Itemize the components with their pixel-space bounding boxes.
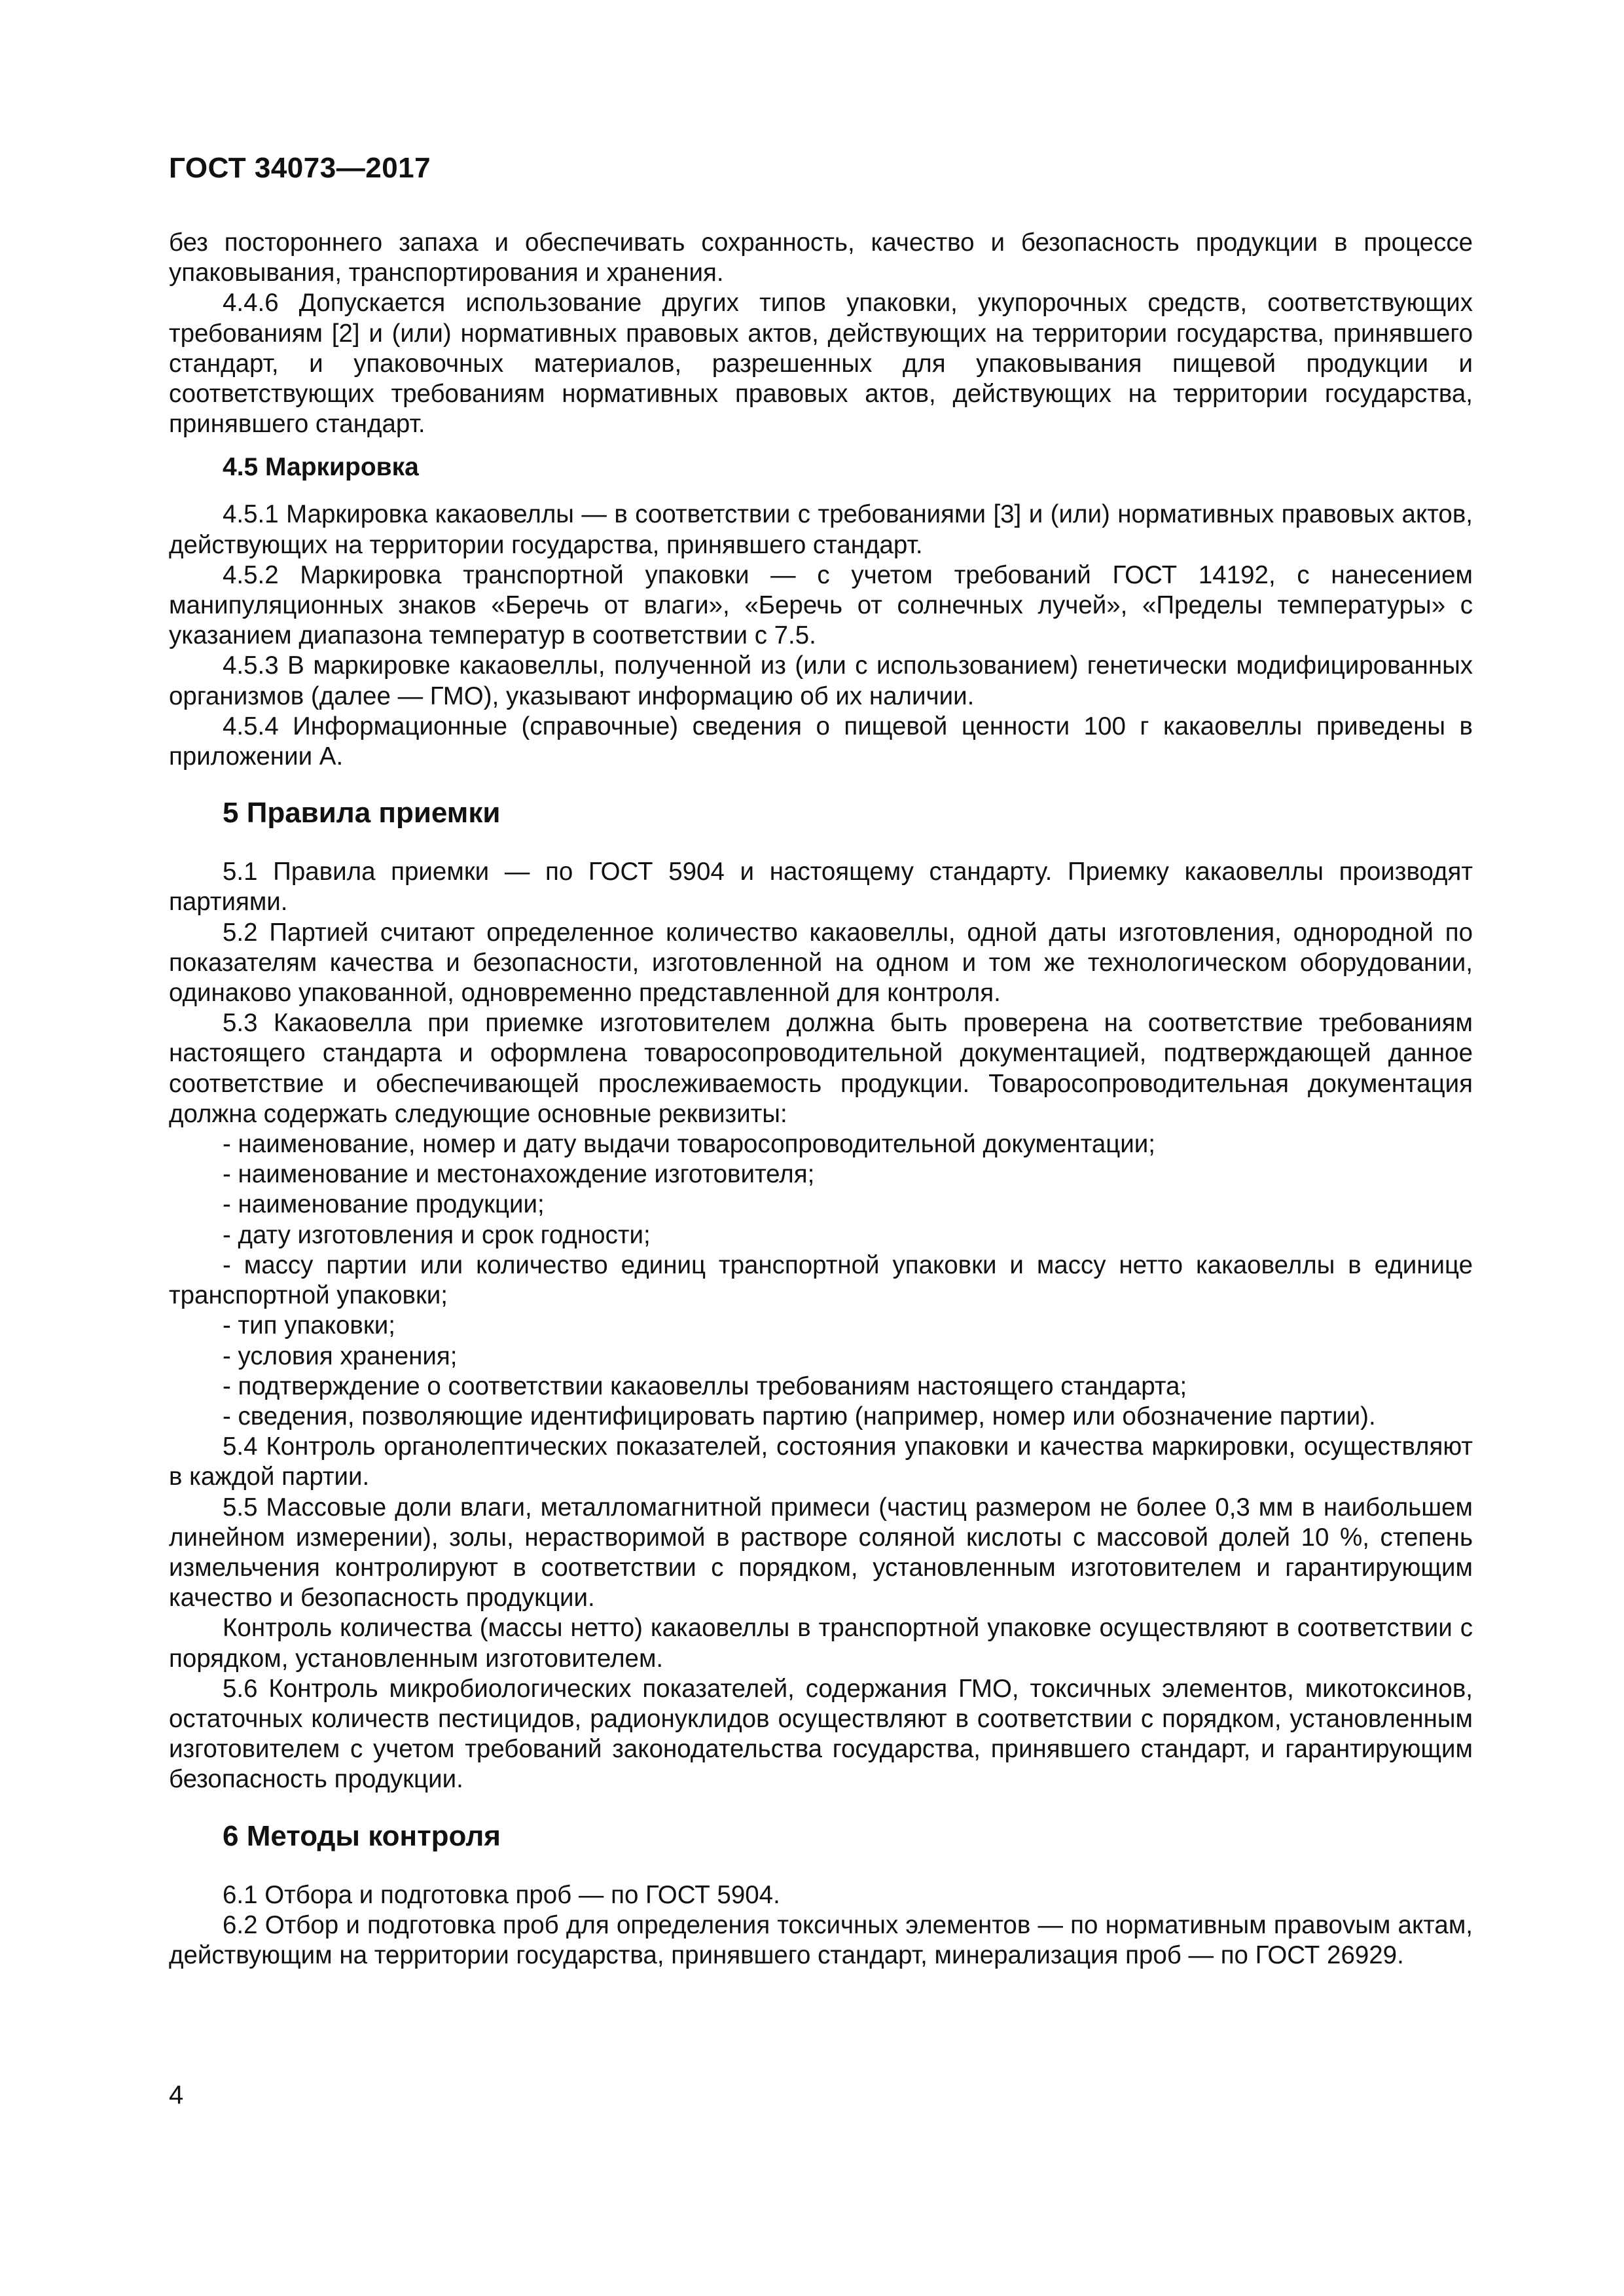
list-item: - наименование продукции; <box>223 1190 545 1219</box>
list-item: - сведения, позволяющие идентифицировать партию (например, номер или обозначение партии). <box>223 1402 1376 1430</box>
paragraph-5-5: 5.5 Массовые доли влаги, металломагнитной примеси (частиц размером не более 0,3 мм в наибольшем линейном измерении), золы, нерастворимой в растворе соляной кислоты с массовой долей 10 %, степень измельчения контролируют в соответствии с порядком, установленным изготовителем и гарантирующим качество и безопасность продукции. <box>169 1493 1473 1613</box>
document-body <box>169 228 1473 1971</box>
section-heading-5: 5 Правила приемки <box>223 797 501 829</box>
subsection-heading-4-5: 4.5 Маркировка <box>223 453 419 482</box>
list-item: - наименование, номер и дату выдачи товаросопроводительной документации; <box>223 1130 1155 1159</box>
list-item: - подтверждение о соответствии какаовеллы требованиям настоящего стандарта; <box>223 1372 1187 1400</box>
page-number: 4 <box>169 2081 184 2109</box>
paragraph-5-1: 5.1 Правила приемки — по ГОСТ 5904 и настоящему стандарту. Приемку какаовеллы производят партиями. <box>169 858 1473 917</box>
paragraph-5-5-continued: Контроль количества (массы нетто) какаовеллы в транспортной упаковке осуществляют в соответствии с порядком, установленным изготовителем. <box>169 1614 1473 1673</box>
paragraph: без постороннего запаха и обеспечивать сохранность, качество и безопасность продукции в процессе упаковывания, транспортирования и хранения. <box>169 228 1473 287</box>
paragraph-5-3: 5.3 Какаовелла при приемке изготовителем должна быть проверена на соответствие требованиям настоящего стандарта и оформлена товаросопроводительной документацией, подтверждающей данное соответствие и обеспечивающей прослеживаемость продукции. Товаросопроводительная документация должна содержать следующие основные реквизиты: <box>169 1009 1473 1128</box>
list-item: - дату изготовления и срок годности; <box>223 1220 651 1249</box>
paragraph-4-5-1: 4.5.1 Маркировка какаовеллы — в соответствии с требованиями [3] и (или) нормативных правовых актов, действующих на территории государства, принявшего стандарт. <box>169 500 1473 559</box>
paragraph-4-5-2: 4.5.2 Маркировка транспортной упаковки — с учетом требований ГОСТ 14192, с нанесением манипуляционных знаков «Беречь от влаги», «Беречь от солнечных лучей», «Пределы температуры» с указанием диапазона температур в соответствии с 7.5. <box>169 560 1473 650</box>
list-item: - массу партии или количество единиц транспортной упаковки и массу нетто какаовеллы в единице транспортной упаковки; <box>169 1250 1473 1310</box>
paragraph-4-4-6: 4.4.6 Допускается использование других типов упаковки, укупорочных средств, соответствующих требованиям [2] и (или) нормативных правовых актов, действующих на территории государства, принявшего стандарт, и упаковочных материалов, разрешенных для упаковывания пищевой продукции и соответствующих требованиям нормативных правовых актов, действующих на территории государства, принявшего стандарт. <box>169 289 1473 439</box>
paragraph-5-4: 5.4 Контроль органолептических показателей, состояния упаковки и качества маркировки, осуществляют в каждой партии. <box>169 1432 1473 1491</box>
list-item: - тип упаковки; <box>223 1311 395 1340</box>
list-item: - наименование и местонахождение изготовителя; <box>223 1160 815 1189</box>
paragraph-6-1: 6.1 Отбора и подготовка проб — по ГОСТ 5904. <box>223 1880 780 1909</box>
paragraph-5-2: 5.2 Партией считают определенное количество какаовеллы, одной даты изготовления, однородной по показателям качества и безопасности, изготовленной на одном и том же технологическом оборудовании, одинаково упакованной, одновременно представленной для контроля. <box>169 918 1473 1008</box>
document-header-standard-number: ГОСТ 34073—2017 <box>169 152 431 184</box>
list-item: - условия хранения; <box>223 1341 458 1370</box>
paragraph-4-5-3: 4.5.3 В маркировке какаовеллы, полученной из (или с использованием) генетически модифицированных организмов (далее — ГМО), указывают информацию об их наличии. <box>169 651 1473 710</box>
section-heading-6: 6 Методы контроля <box>223 1819 501 1852</box>
paragraph-6-2: 6.2 Отбор и подготовка проб для определения токсичных элементов — по нормативным правоvым актам, действующим на территории государства, принявшего стандарт, минерализация проб — по ГОСТ 26929. <box>169 1910 1473 1969</box>
paragraph-4-5-4: 4.5.4 Информационные (справочные) сведения о пищевой ценности 100 г какаовеллы приведены в приложении А. <box>169 712 1473 771</box>
paragraph-5-6: 5.6 Контроль микробиологических показателей, содержания ГМО, токсичных элементов, микотоксинов, остаточных количеств пестицидов, радионуклидов осуществляют в соответствии с порядком, установленным изготовителем с учетом требований законодательства государства, принявшего стандарт, и гарантирующим безопасность продукции. <box>169 1674 1473 1794</box>
